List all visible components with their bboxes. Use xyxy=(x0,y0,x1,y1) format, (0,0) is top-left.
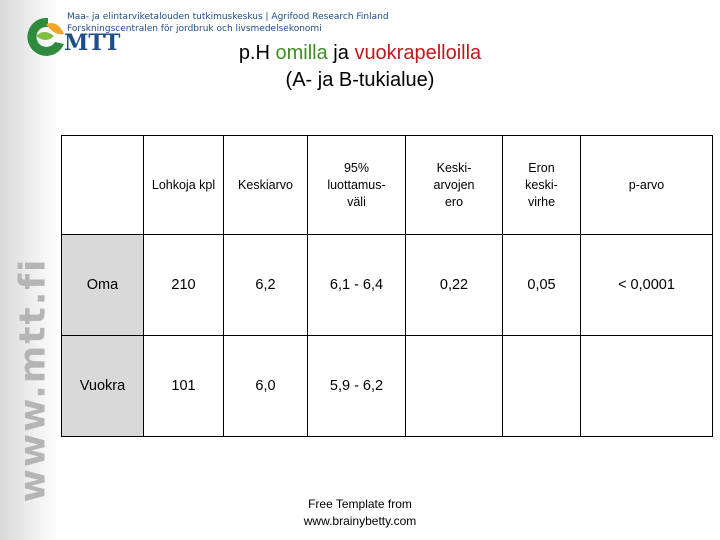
institute-name-fi-en: Maa- ja elintarviketalouden tutkimuskeskus | Agrifood Research Finland xyxy=(67,12,389,22)
column-header: 95% luottamus- väli xyxy=(308,136,406,235)
row-header: Vuokra xyxy=(62,336,144,437)
column-header: Lohkoja kpl xyxy=(144,136,224,235)
statistics-table xyxy=(61,135,713,437)
table-row xyxy=(62,235,713,336)
institute-name-sv: Forskningscentralen för jordbruk och livsmedelsekonomi xyxy=(67,24,322,34)
mtt-logo-icon xyxy=(24,14,68,60)
table-row xyxy=(62,336,713,437)
table-cell: 5,9 - 6,2 xyxy=(308,336,406,437)
table-cell xyxy=(503,336,581,437)
table-cell: 210 xyxy=(144,235,224,336)
table-cell xyxy=(581,336,713,437)
table-cell: 6,2 xyxy=(224,235,308,336)
title-part-vuokrapelloilla: vuokrapelloilla xyxy=(354,42,482,64)
table-cell xyxy=(406,336,503,437)
slide-title xyxy=(100,40,620,94)
title-part-ja: ja xyxy=(327,42,355,64)
table-cell: 6,1 - 6,4 xyxy=(308,235,406,336)
table-cell: < 0,0001 xyxy=(581,235,713,336)
table-corner-cell xyxy=(62,136,144,235)
title-part-omilla: omilla xyxy=(275,42,328,64)
row-header: Oma xyxy=(62,235,144,336)
logo-text: MTT xyxy=(64,30,121,56)
column-header: p-arvo xyxy=(581,136,713,235)
table-cell: 0,22 xyxy=(406,235,503,336)
column-header: Keskiarvo xyxy=(224,136,308,235)
footer-line-1: Free Template from xyxy=(308,497,412,511)
footer-credit xyxy=(280,496,440,530)
vertical-url-text: www.mtt.fi xyxy=(12,257,54,503)
table-header-row xyxy=(62,136,713,235)
table-cell: 6,0 xyxy=(224,336,308,437)
table-cell: 101 xyxy=(144,336,224,437)
title-part-ph: p.H xyxy=(238,42,276,64)
footer-link[interactable]: www.brainybetty.com xyxy=(303,514,417,528)
title-subtitle: (A- ja B-tukialue) xyxy=(285,69,435,91)
column-header: Eron keski- virhe xyxy=(503,136,581,235)
column-header: Keski- arvojen ero xyxy=(406,136,503,235)
table-cell: 0,05 xyxy=(503,235,581,336)
